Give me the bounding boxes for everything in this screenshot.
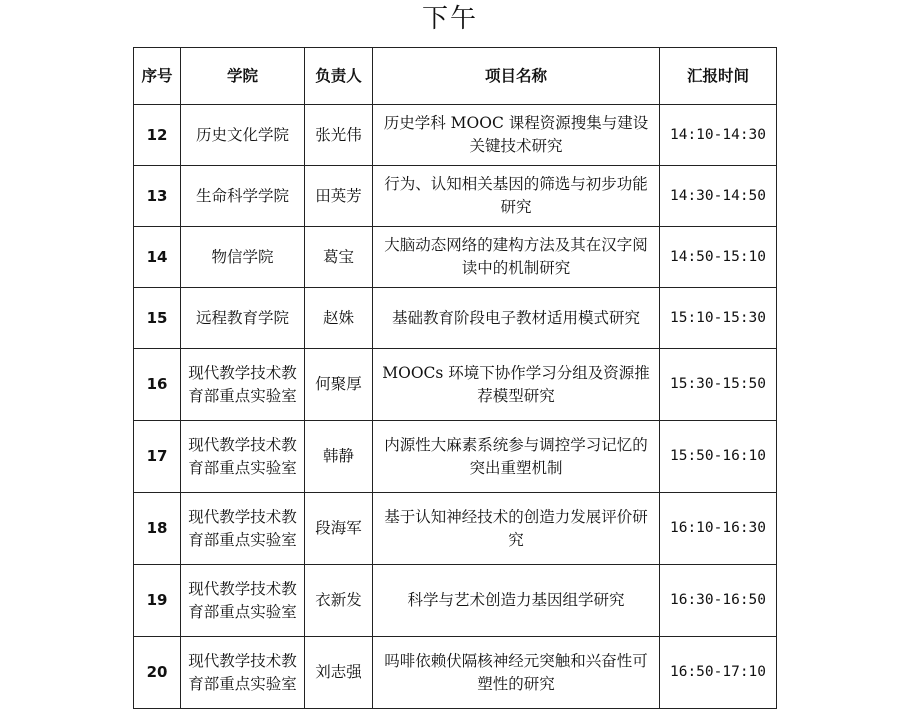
row-college: 现代教学技术教育部重点实验室 (181, 349, 305, 421)
table-header-row (134, 48, 777, 105)
table-row (134, 637, 777, 709)
row-project: 内源性大麻素系统参与调控学习记忆的突出重塑机制 (373, 421, 660, 493)
row-time: 16:10-16:30 (660, 493, 777, 565)
row-college: 物信学院 (181, 227, 305, 288)
table-row (134, 288, 777, 349)
row-owner: 张光伟 (305, 105, 373, 166)
row-college: 现代教学技术教育部重点实验室 (181, 637, 305, 709)
table-row (134, 565, 777, 637)
row-time: 15:10-15:30 (660, 288, 777, 349)
row-number: 20 (134, 637, 181, 709)
row-time: 16:30-16:50 (660, 565, 777, 637)
row-time: 14:10-14:30 (660, 105, 777, 166)
row-project: 基础教育阶段电子教材适用模式研究 (373, 288, 660, 349)
row-project: 行为、认知相关基因的筛选与初步功能研究 (373, 166, 660, 227)
row-college: 现代教学技术教育部重点实验室 (181, 565, 305, 637)
table-row (134, 166, 777, 227)
row-owner: 衣新发 (305, 565, 373, 637)
table-row (134, 421, 777, 493)
row-number: 14 (134, 227, 181, 288)
row-time: 15:50-16:10 (660, 421, 777, 493)
row-time: 15:30-15:50 (660, 349, 777, 421)
table-row (134, 227, 777, 288)
row-college: 历史文化学院 (181, 105, 305, 166)
row-owner: 赵姝 (305, 288, 373, 349)
header-time: 汇报时间 (660, 48, 777, 105)
table-row (134, 349, 777, 421)
row-project: 科学与艺术创造力基因组学研究 (373, 565, 660, 637)
row-owner: 韩静 (305, 421, 373, 493)
row-number: 19 (134, 565, 181, 637)
row-college: 现代教学技术教育部重点实验室 (181, 493, 305, 565)
row-time: 16:50-17:10 (660, 637, 777, 709)
schedule-table (133, 47, 777, 709)
page-title: 下午 (421, 4, 478, 34)
table-row (134, 105, 777, 166)
row-owner: 何聚厚 (305, 349, 373, 421)
header-college: 学院 (181, 48, 305, 105)
row-owner: 段海军 (305, 493, 373, 565)
row-number: 12 (134, 105, 181, 166)
row-owner: 刘志强 (305, 637, 373, 709)
row-time: 14:50-15:10 (660, 227, 777, 288)
row-owner: 田英芳 (305, 166, 373, 227)
row-owner: 葛宝 (305, 227, 373, 288)
row-project: 大脑动态网络的建构方法及其在汉字阅读中的机制研究 (373, 227, 660, 288)
row-time: 14:30-14:50 (660, 166, 777, 227)
row-project: MOOCs 环境下协作学习分组及资源推荐模型研究 (373, 349, 660, 421)
row-college: 远程教育学院 (181, 288, 305, 349)
header-project: 项目名称 (373, 48, 660, 105)
row-number: 18 (134, 493, 181, 565)
row-number: 13 (134, 166, 181, 227)
header-owner: 负责人 (305, 48, 373, 105)
table-row (134, 493, 777, 565)
row-number: 17 (134, 421, 181, 493)
row-number: 16 (134, 349, 181, 421)
row-college: 现代教学技术教育部重点实验室 (181, 421, 305, 493)
row-number: 15 (134, 288, 181, 349)
row-project: 吗啡依赖伏隔核神经元突触和兴奋性可塑性的研究 (373, 637, 660, 709)
row-college: 生命科学学院 (181, 166, 305, 227)
row-project: 基于认知神经技术的创造力发展评价研究 (373, 493, 660, 565)
row-project: 历史学科 MOOC 课程资源搜集与建设关键技术研究 (373, 105, 660, 166)
header-seq: 序号 (134, 48, 181, 105)
